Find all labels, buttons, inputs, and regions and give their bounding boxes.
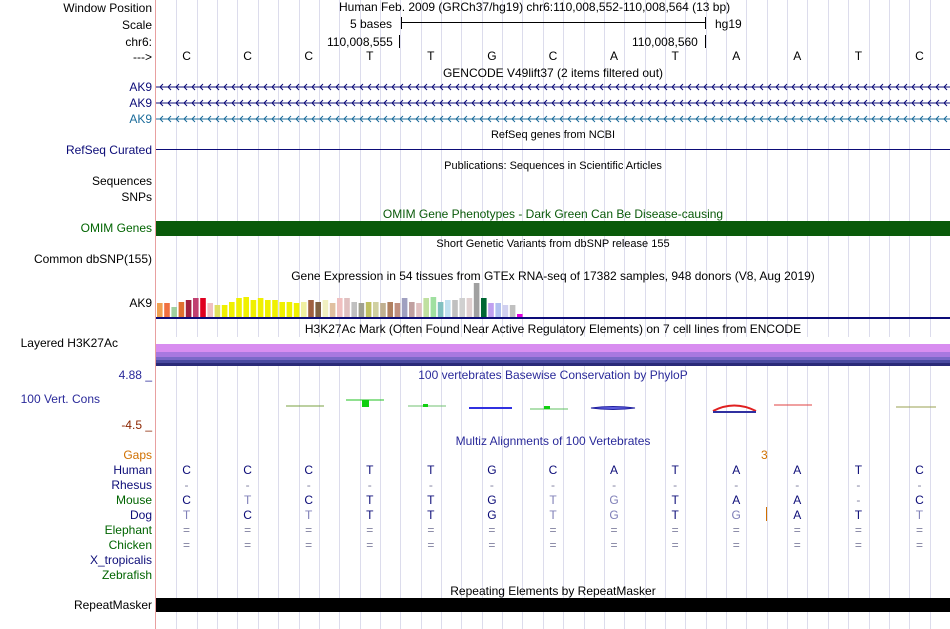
gtex-tissue-bar[interactable] [171,307,177,317]
gencode-gene-label-1[interactable]: AK9 [129,80,152,94]
gtex-tissue-bar[interactable] [488,303,494,317]
gtex-tissue-bar[interactable] [351,302,357,317]
alignment-base: C [182,493,191,507]
reference-base: A [610,49,619,63]
alignment-base: - [551,478,555,492]
gtex-tissue-bar[interactable] [272,300,278,317]
gtex-tissue-bar[interactable] [222,305,228,317]
gtex-expression-bars[interactable] [156,282,950,318]
gtex-tissue-bar[interactable] [510,305,516,317]
alignment-base: A [793,463,802,477]
gtex-tissue-bar[interactable] [467,298,473,317]
scale-bar [401,17,706,29]
alignment-base: - [612,478,617,492]
alignment-base: - [367,478,372,492]
reference-base: A [793,49,802,63]
alignment-base: = [610,538,618,552]
multiz-track-title: Multiz Alignments of 100 Vertebrates [455,434,651,448]
scale-label: Scale [121,18,152,32]
assembly-position-text: Human Feb. 2009 (GRCh37/hg19) chr6:110,008,552-110,008,564 (13 bp) [339,0,731,14]
species-label-chicken: Chicken [108,538,152,552]
gtex-tissue-bar[interactable] [193,298,199,317]
alignment-base: = [610,523,618,537]
alignment-base: C [243,463,252,477]
alignment-base: = [549,523,557,537]
gtex-tissue-bar[interactable] [215,305,221,317]
alignment-base: T [854,508,863,522]
alignment-base: T [427,463,435,477]
gtex-tissue-bar[interactable] [236,298,242,317]
alignment-base: = [854,523,862,537]
multiz-gap-count: 3 [761,448,768,462]
alignment-base: = [915,538,923,552]
phylop-track-title: 100 vertebrates Basewise Conservation by PhyloP [418,368,688,382]
alignment-base: - [856,493,861,507]
gtex-tissue-bar[interactable] [452,300,458,317]
reference-base: C [915,49,924,63]
alignment-base: = [305,538,313,552]
gtex-tissue-bar[interactable] [431,297,437,317]
alignment-base: G [487,508,497,522]
publications-sequences-label[interactable]: Sequences [91,174,152,188]
gtex-tissue-bar[interactable] [330,303,336,317]
gtex-tissue-bar[interactable] [258,298,264,317]
coord-right: 110,008,560 [632,35,698,49]
species-label-dog: Dog [129,508,152,522]
alignment-base: = [305,523,313,537]
reference-base: T [854,49,863,63]
reference-base: C [548,49,558,63]
alignment-base: T [915,508,924,522]
gtex-tissue-bar[interactable] [402,298,408,317]
gtex-tissue-bar[interactable] [315,302,321,317]
alignment-base: - [245,478,250,492]
alignment-base: T [549,508,557,522]
reference-base: T [671,49,679,63]
alignment-base: = [244,523,252,537]
alignment-base: T [854,463,863,477]
alignment-base: - [184,478,189,492]
gtex-tissue-bar[interactable] [251,300,257,317]
alignment-base: T [305,508,313,522]
phylop-mark-6 [591,407,635,410]
gtex-tissue-bar[interactable] [186,300,192,317]
alignment-base: - [917,478,922,492]
gencode-gene-label-2[interactable]: AK9 [129,96,152,110]
phylop-mark-7 [713,406,756,413]
gtex-track-title: Gene Expression in 54 tissues from GTEx RNA-seq of 17382 samples, 948 donors (V8, Aug 2019) [291,269,815,283]
alignment-base: = [793,538,801,552]
gtex-tissue-bar[interactable] [474,283,480,317]
publications-track-title: Publications: Sequences in Scientific Articles [444,160,662,172]
alignment-base: T [182,508,191,522]
coord-left: 110,008,555 [327,35,393,49]
alignment-base: = [183,523,191,537]
alignment-base: T [671,463,679,477]
species-label-zebrafish: Zebrafish [101,568,152,582]
species-label-elephant: Elephant [104,523,152,537]
omim-track-label[interactable]: OMIM Genes [80,221,152,235]
phylop-mark-3 [408,404,446,407]
browser-image[interactable] [156,0,950,629]
track-label-column [0,0,155,629]
alignment-base: = [854,538,862,552]
reference-base: A [732,49,741,63]
gtex-tissue-bar[interactable] [323,300,329,317]
refseq-track-title: RefSeq genes from NCBI [490,129,616,141]
gtex-tissue-bar[interactable] [438,302,444,317]
h3k27ac-layered-signal[interactable] [156,337,950,366]
gtex-tissue-bar[interactable] [243,297,249,317]
publications-snps-label[interactable]: SNPs [121,190,152,204]
alignment-base: = [183,538,191,552]
alignment-base: G [609,493,619,507]
gtex-tissue-bar[interactable] [179,302,185,317]
strand-arrow-label: ---> [133,50,152,64]
gtex-tissue-bar[interactable] [344,298,350,317]
alignment-base: G [731,508,741,522]
alignment-base: = [427,523,435,537]
alignment-base: G [487,493,497,507]
alignment-base: T [549,493,557,507]
alignment-base: = [549,538,557,552]
gtex-tissue-bar[interactable] [395,303,401,317]
dbsnp-track-title: Short Genetic Variants from dbSNP release 155 [436,238,670,250]
phylop-mark-2 [346,400,384,407]
gtex-tissue-bar[interactable] [308,300,314,317]
species-label-xtropicalis: X_tropicalis [89,553,152,567]
gtex-tissue-bar[interactable] [481,298,487,317]
alignment-base: - [673,478,678,492]
alignment-base: C [915,493,924,507]
alignment-base: = [671,538,679,552]
alignment-base: = [915,523,923,537]
alignment-base: = [671,523,679,537]
alignment-base: = [427,538,435,552]
alignment-base: = [488,538,496,552]
alignment-base: G [487,463,497,477]
alignment-base: = [732,538,740,552]
gtex-tissue-bar[interactable] [495,303,501,317]
alignment-base: - [734,478,739,492]
gtex-track-label[interactable]: AK9 [129,296,152,310]
alignment-base: T [671,508,679,522]
species-label-human: Human [113,463,152,477]
alignment-base: T [671,493,679,507]
reference-base: C [304,49,314,63]
gtex-tissue-bar[interactable] [207,303,213,317]
alignment-base: T [427,508,435,522]
refseq-track-label[interactable]: RefSeq Curated [65,143,152,157]
alignment-base: G [609,508,619,522]
alignment-base: C [304,493,314,507]
species-label-mouse: Mouse [115,493,152,507]
alignment-base: = [366,538,374,552]
reference-base: T [366,49,374,63]
alignment-base: A [610,463,619,477]
phylop-conservation-plot[interactable] [156,392,950,422]
reference-base: C [243,49,252,63]
alignment-base: C [243,508,252,522]
alignment-base: = [244,538,252,552]
phylop-max-label: 4.88 _ [118,368,152,382]
alignment-base: - [489,478,494,492]
coord-right-tick [705,35,706,48]
alignment-base: A [732,493,741,507]
scale-bar-text: 5 bases [350,17,393,31]
alignment-base: T [366,493,374,507]
alignment-base: - [856,478,861,492]
window-position-label: Window Position [63,1,152,15]
gtex-tissue-bar[interactable] [366,302,372,317]
multiz-gap-marker [766,507,767,521]
species-label-rhesus: Rhesus [111,478,152,492]
alignment-base: - [795,478,800,492]
dbsnp-track-label[interactable]: Common dbSNP(155) [33,252,152,266]
repeatmasker-track-label[interactable]: RepeatMasker [73,598,152,612]
gtex-tissue-bar[interactable] [301,302,307,317]
repeatmasker-track-title: Repeating Elements by RepeatMasker [450,584,656,598]
gencode-track-title: GENCODE V49lift37 (2 items filtered out) [442,66,664,80]
alignment-base: = [488,523,496,537]
gtex-tissue-bar[interactable] [445,300,451,317]
alignment-base: T [427,493,435,507]
reference-base: G [487,49,497,63]
gtex-tissue-bar[interactable] [229,302,235,317]
repeatmasker-element-bar[interactable] [156,598,950,612]
refseq-gene-line[interactable] [156,149,950,150]
alignment-base: - [428,478,433,492]
alignment-base: T [366,508,374,522]
scale-db-label: hg19 [715,17,742,31]
gtex-tissue-bar[interactable] [157,303,163,317]
phylop-min-label: -4.5 _ [121,418,152,432]
h3k27ac-track-title: H3K27Ac Mark (Often Found Near Active Regulatory Elements) on 7 cell lines from ENCODE [304,322,802,336]
gtex-tissue-bar[interactable] [423,298,429,317]
alignment-base: C [182,463,191,477]
gencode-gene-label-3[interactable]: AK9 [129,112,152,126]
gtex-tissue-bar[interactable] [380,303,386,317]
gtex-tissue-bar[interactable] [294,303,300,317]
gencode-gene-glyphs[interactable] [156,80,950,130]
alignment-base: A [732,463,741,477]
gtex-tissue-bar[interactable] [279,302,285,317]
gtex-tissue-bar[interactable] [459,298,465,317]
alignment-base: T [243,493,252,507]
reference-base: C [182,49,191,63]
gtex-tissue-bar[interactable] [359,303,365,317]
phylop-track-label[interactable]: 100 Vert. Cons [20,392,100,406]
gtex-tissue-bar[interactable] [164,303,170,317]
phylop-mark-5 [530,406,568,409]
alignment-base: = [366,523,374,537]
alignment-base: T [366,463,374,477]
gtex-tissue-bar[interactable] [503,305,509,317]
alignment-base: C [548,463,558,477]
chrom-label: chr6: [125,35,152,49]
alignment-base: = [732,523,740,537]
omim-track-title: OMIM Gene Phenotypes - Dark Green Can Be Disease-causing [382,207,724,221]
reference-base: T [427,49,435,63]
alignment-base: C [915,463,924,477]
gtex-tissue-bar[interactable] [337,298,343,317]
gtex-tissue-bar[interactable] [387,302,393,317]
gtex-tissue-bar[interactable] [265,300,271,317]
coord-left-tick [399,35,400,48]
gtex-tissue-bar[interactable] [416,303,422,317]
gtex-tissue-bar[interactable] [373,302,379,317]
gtex-gene-line [156,317,950,319]
alignment-base: - [306,478,311,492]
alignment-base: A [793,493,802,507]
omim-phenotype-bar[interactable] [156,221,950,236]
h3k27ac-track-label[interactable]: Layered H3K27Ac [20,336,118,350]
gtex-tissue-bar[interactable] [200,298,206,317]
gtex-tissue-bar[interactable] [287,302,293,317]
gtex-tissue-bar[interactable] [409,302,415,317]
alignment-base: A [793,508,802,522]
multiz-gaps-label: Gaps [123,448,152,462]
alignment-base: = [793,523,801,537]
alignment-base: C [304,463,314,477]
